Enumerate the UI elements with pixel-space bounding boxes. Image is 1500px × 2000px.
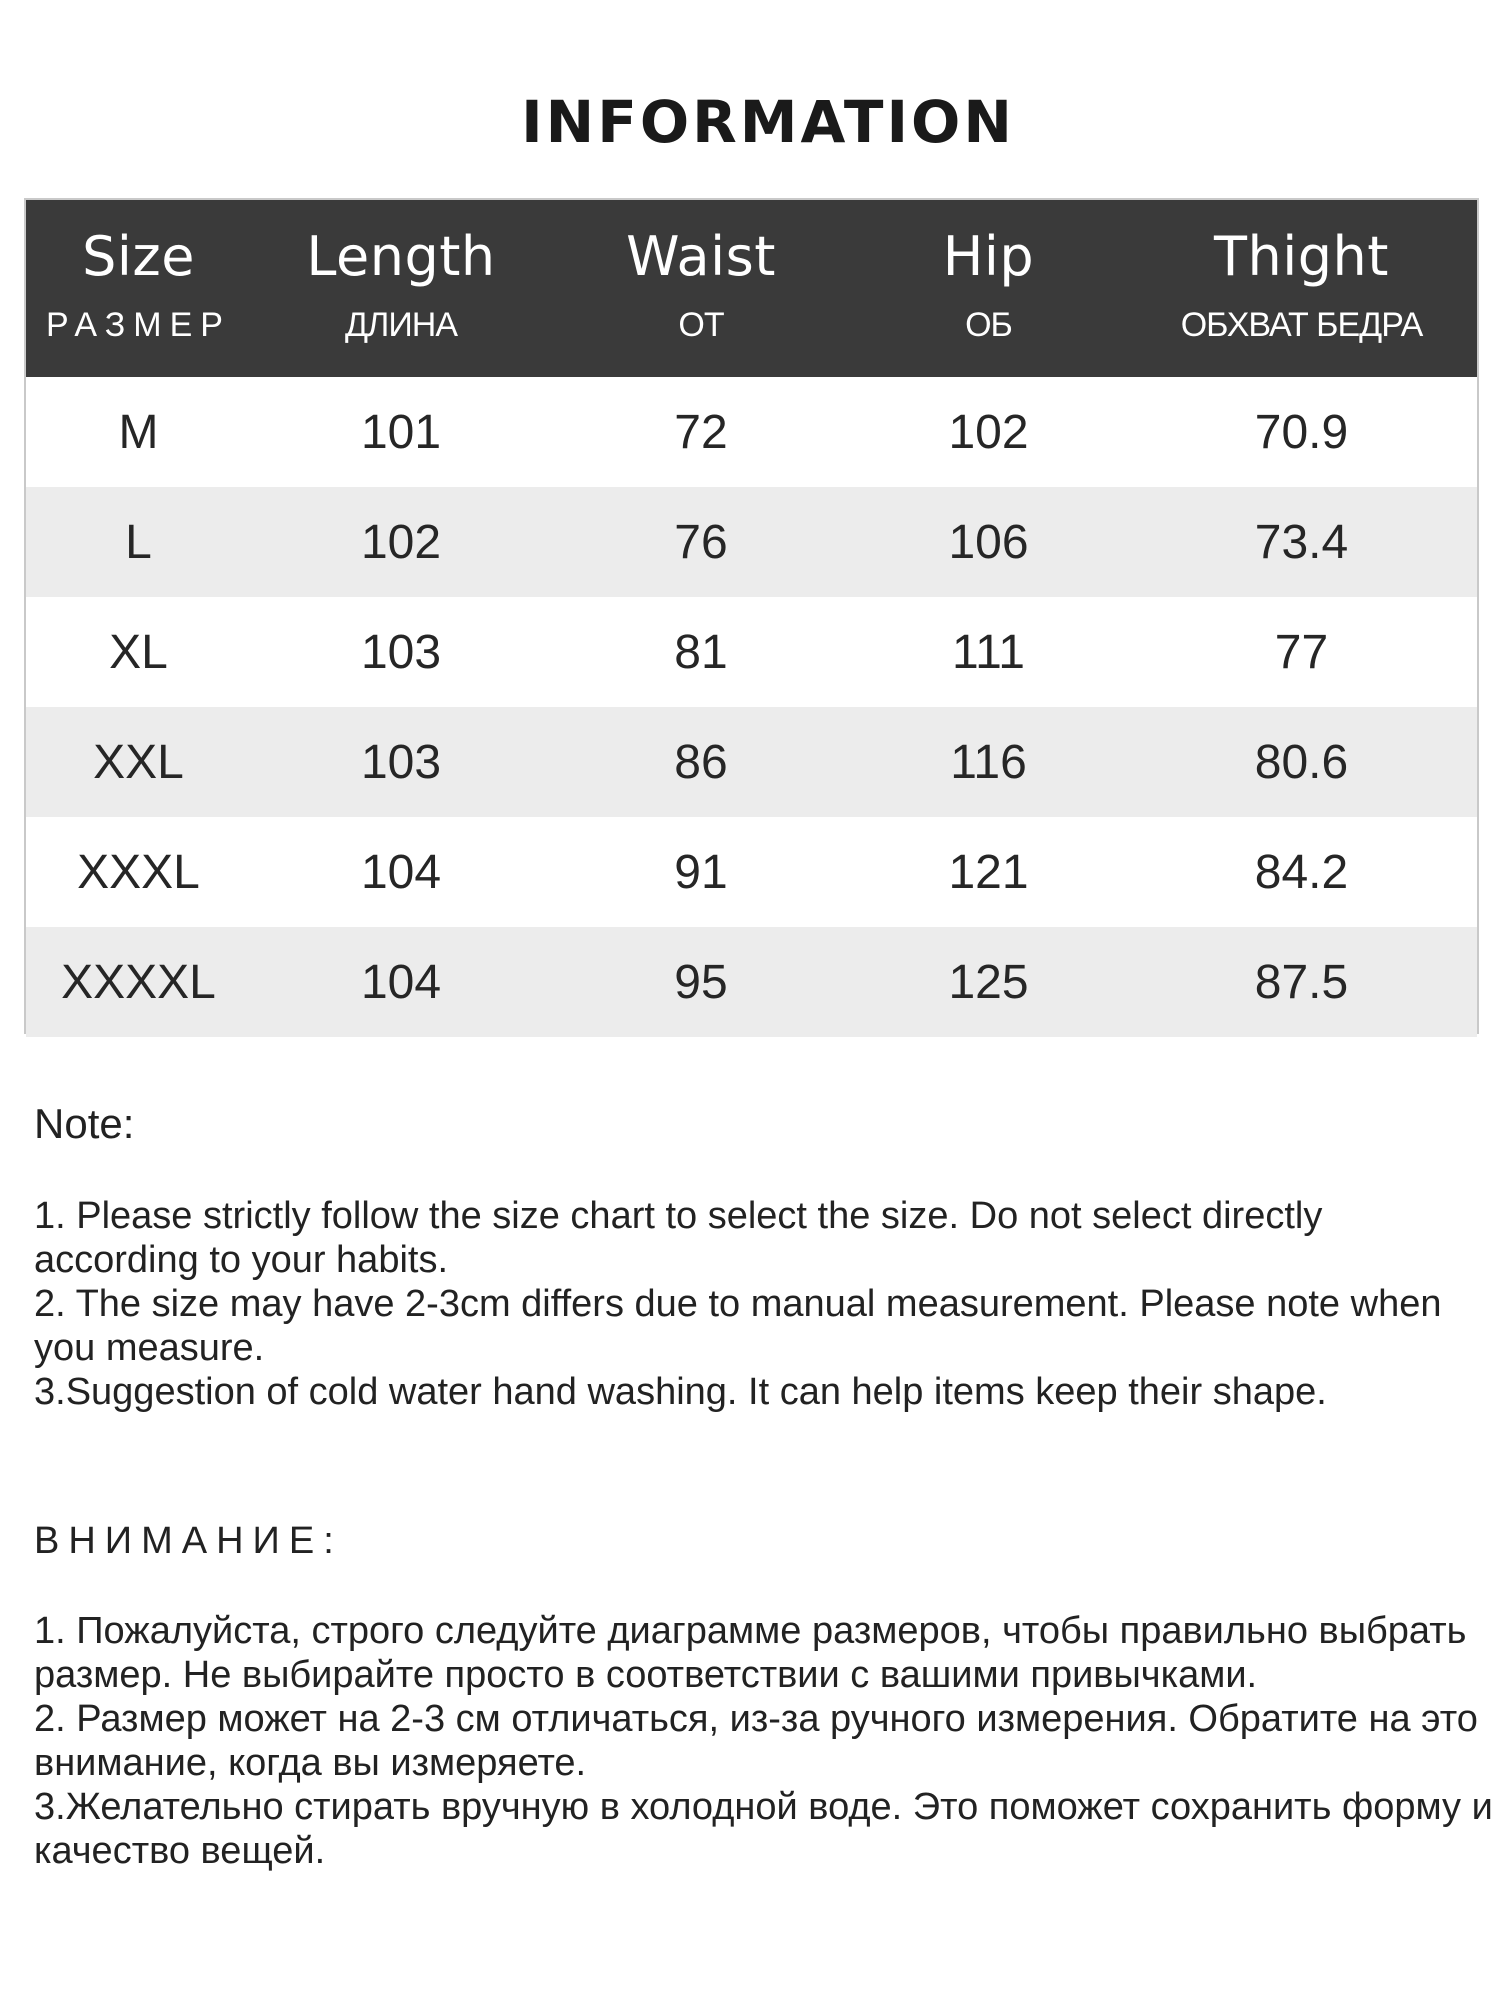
cell-thigh: 80.6 [1254, 735, 1349, 789]
cell-size: XXXXL [61, 955, 216, 1009]
cell-hip: 121 [948, 845, 1029, 899]
cell-hip: 106 [948, 515, 1029, 569]
cell-waist: 76 [674, 515, 728, 569]
cell-size: M [118, 405, 159, 459]
table-row [26, 487, 1477, 597]
table-row [26, 927, 1477, 1037]
header-waist [551, 200, 851, 377]
header-hip [851, 200, 1126, 377]
cell-thigh: 84.2 [1254, 845, 1349, 899]
table-body [26, 377, 1477, 1037]
header-size-en: Size [82, 225, 195, 288]
cell-thigh: 87.5 [1254, 955, 1349, 1009]
cell-waist: 81 [674, 625, 728, 679]
table-row [26, 707, 1477, 817]
cell-size: XL [109, 625, 168, 679]
cell-hip: 125 [948, 955, 1029, 1009]
header-waist-ru: ОТ [678, 306, 724, 344]
header-thigh [1126, 200, 1477, 377]
note-en-item: 1. Please strictly follow the size chart to select the size. Do not select directly according to your habits. [34, 1195, 1323, 1281]
note-ru-heading: ВНИМАНИЕ: [34, 1520, 343, 1562]
note-en-section [34, 1100, 1494, 1414]
size-table [24, 198, 1479, 1034]
cell-thigh: 77 [1274, 625, 1329, 679]
note-ru-item: 3.Желательно стирать вручную в холодной воде. Это поможет сохранить форму и качество вещей. [34, 1786, 1493, 1872]
cell-length: 101 [360, 405, 442, 459]
cell-thigh: 73.4 [1254, 515, 1349, 569]
cell-waist: 72 [674, 405, 728, 459]
header-size [26, 200, 251, 377]
cell-length: 103 [360, 625, 442, 679]
note-en-heading: Note: [34, 1100, 135, 1147]
note-en-item: 3.Suggestion of cold water hand washing. It can help items keep their shape. [34, 1371, 1327, 1413]
header-waist-en: Waist [626, 225, 776, 288]
cell-waist: 86 [674, 735, 728, 789]
cell-waist: 95 [674, 955, 728, 1009]
header-size-ru: РАЗМЕР [46, 306, 231, 344]
cell-length: 104 [360, 955, 442, 1009]
header-hip-en: Hip [942, 225, 1035, 288]
note-en-item: 2. The size may have 2-3cm differs due to manual measurement. Please note when you measure. [34, 1283, 1442, 1369]
cell-length: 102 [360, 515, 442, 569]
header-hip-ru: ОБ [965, 306, 1012, 344]
header-length [251, 200, 551, 377]
table-row [26, 377, 1477, 487]
note-ru-item: 2. Размер может на 2-3 см отличаться, из-за ручного измерения. Обратите на это внимание, когда вы измеряете. [34, 1698, 1478, 1784]
cell-size: L [125, 515, 152, 569]
cell-waist: 91 [674, 845, 728, 899]
header-length-ru: ДЛИНА [344, 306, 457, 344]
cell-thigh: 70.9 [1254, 405, 1349, 459]
table-row [26, 597, 1477, 707]
page-title: INFORMATION [521, 88, 1015, 156]
cell-hip: 116 [950, 735, 1027, 789]
table-header [26, 200, 1477, 377]
cell-length: 104 [360, 845, 442, 899]
header-length-en: Length [306, 225, 496, 288]
table-row [26, 817, 1477, 927]
header-thigh-ru: ОБХВАТ БЕДРА [1180, 306, 1423, 344]
header-thigh-en: Thight [1214, 225, 1389, 288]
cell-hip: 111 [952, 625, 1025, 679]
note-ru-section [34, 1520, 1494, 1873]
cell-size: XXXL [77, 845, 200, 899]
cell-length: 103 [360, 735, 442, 789]
cell-hip: 102 [948, 405, 1029, 459]
note-ru-item: 1. Пожалуйста, строго следуйте диаграмме размеров, чтобы правильно выбрать размер. Не выбирайте просто в соответствии с вашими привычками. [34, 1610, 1467, 1696]
cell-size: XXL [93, 735, 184, 789]
